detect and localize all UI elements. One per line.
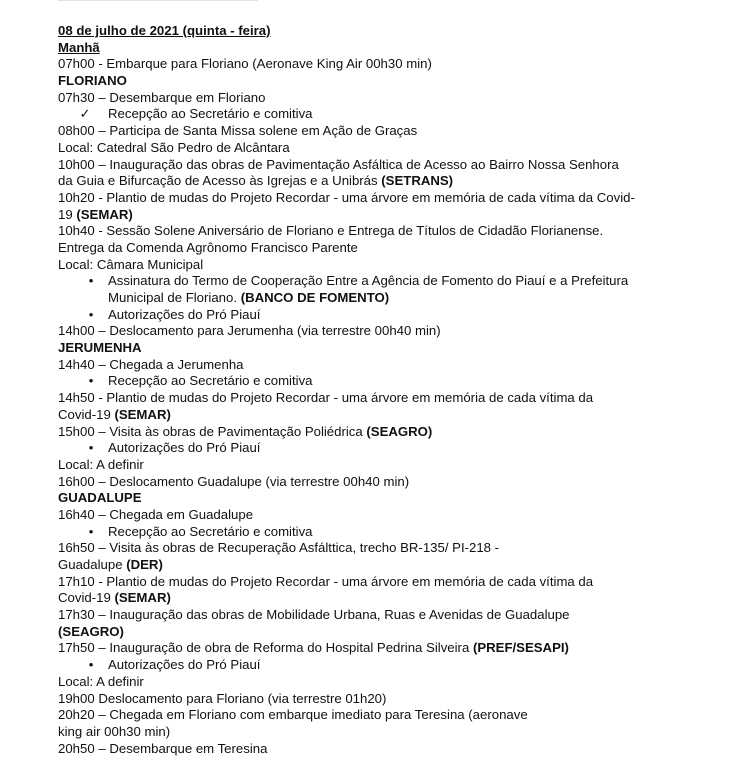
agency-tag: (SETRANS) [381, 173, 454, 189]
schedule-date: 08 de julho de 2021 (quinta - feira) [58, 23, 271, 38]
bullet-icon: • [88, 306, 94, 322]
schedule-item: 20h20 – Chegada em Floriano com embarque imediato para Teresina (aeronave [58, 707, 528, 723]
list-item-text: Recepção ao Secretário e comitiva [108, 523, 313, 539]
agency-tag: (SEAGRO) [58, 623, 124, 639]
schedule-item: 10h00 – Inauguração das obras de Pavimentação Asfáltica de Acesso ao Bairro Nossa Senhora [58, 156, 619, 172]
schedule-item: 10h20 - Plantio de mudas do Projeto Recordar - uma árvore em memória de cada vítima da Covid- [58, 189, 635, 205]
schedule-item: 16h00 – Deslocamento Guadalupe (via terrestre 00h40 min) [58, 473, 410, 489]
cropped-header-remnant [58, 0, 258, 7]
location-line: Local: A definir [58, 673, 144, 689]
schedule-item-continued [0, 557, 733, 574]
text-segment: 17h50 – Inauguração de obra de Reforma do Hospital Pedrina Silveira [58, 640, 473, 656]
agency-tag: (SEMAR) [114, 590, 171, 606]
text-segment: Guadalupe [58, 557, 127, 572]
agency-tag: (PREF/SESAPI) [472, 640, 569, 656]
schedule-item: 16h40 – Chegada em Guadalupe [58, 506, 254, 522]
text-segment: da Guia e Bifurcação de Acesso às Igrejas e a Unibrás [58, 173, 382, 189]
agency-tag: (BANCO DE FOMENTO) [240, 290, 390, 305]
schedule-item: 17h10 - Plantio de mudas do Projeto Recordar - uma árvore em memória de cada vítima da [58, 573, 594, 589]
schedule-item [0, 424, 733, 441]
city-heading-floriano: FLORIANO [58, 73, 127, 89]
schedule-item-continued: king air 00h30 min) [58, 723, 171, 739]
schedule-item-continued [0, 590, 733, 607]
bullet-icon: • [88, 373, 94, 389]
agency-tag: (SEAGRO) [366, 423, 433, 439]
schedule-item: 19h00 Deslocamento para Floriano (via terrestre 01h20) [58, 690, 387, 706]
schedule-item: 14h40 – Chegada a Jerumenha [58, 356, 244, 372]
schedule-item: 07h00 - Embarque para Floriano (Aeronave King Air 00h30 min) [58, 56, 432, 72]
schedule-item: 07h30 – Desembarque em Floriano [58, 89, 266, 105]
city-heading-jerumenha: JERUMENHA [58, 340, 142, 356]
bullet-list-item [0, 524, 733, 541]
schedule-item-continued: Entrega da Comenda Agrônomo Francisco Parente [58, 239, 358, 255]
schedule-item-continued [0, 207, 733, 224]
bullet-icon: • [88, 440, 94, 456]
schedule-item-continued [0, 173, 733, 190]
list-item-text: Autorizações do Pró Piauí [108, 440, 261, 456]
schedule-item: 17h30 – Inauguração das obras de Mobilidade Urbana, Ruas e Avenidas de Guadalupe [58, 607, 570, 623]
schedule-item: 14h00 – Deslocamento para Jerumenha (via terrestre 00h40 min) [58, 323, 441, 339]
bullet-list-item-continued [0, 290, 733, 307]
bullet-list-item [0, 373, 733, 390]
bullet-list-item [0, 657, 733, 674]
city-heading-guadalupe: GUADALUPE [58, 490, 142, 506]
agency-tag: (SEMAR) [76, 206, 133, 222]
agency-tag: (SEMAR) [114, 406, 171, 422]
bullet-list-item [0, 273, 733, 290]
bullet-icon: • [88, 523, 94, 539]
location-line: Local: Catedral São Pedro de Alcântara [58, 139, 290, 155]
bullet-icon: • [88, 273, 94, 289]
location-line: Local: Câmara Municipal [58, 256, 204, 272]
location-line: Local: A definir [58, 456, 144, 472]
schedule-item: 08h00 – Participa de Santa Missa solene em Ação de Graças [58, 123, 418, 139]
agency-tag: (DER) [126, 557, 163, 572]
period-heading: Manhã [58, 39, 100, 55]
list-item-text: Autorizações do Pró Piauí [108, 657, 261, 673]
schedule-item: 14h50 - Plantio de mudas do Projeto Recordar - uma árvore em memória de cada vítima da [58, 390, 594, 406]
check-list-item [0, 106, 733, 123]
list-item-text: Recepção ao Secretário e comitiva [108, 373, 313, 389]
list-item-text: Recepção ao Secretário e comitiva [108, 106, 313, 122]
text-segment: Covid-19 [58, 406, 115, 422]
schedule-item-continued [0, 407, 733, 424]
list-item-text: Assinatura do Termo de Cooperação Entre a Agência de Fomento do Piauí e a Prefeitura [108, 273, 629, 289]
schedule-item: 16h50 – Visita às obras de Recuperação Asfálttica, trecho BR-135/ PI-218 - [58, 540, 500, 556]
schedule-item [0, 640, 733, 657]
text-segment: Covid-19 [58, 590, 115, 606]
list-item-text: Autorizações do Pró Piauí [108, 306, 261, 322]
bullet-list-item [0, 307, 733, 324]
schedule-item: 10h40 - Sessão Solene Aniversário de Floriano e Entrega de Títulos de Cidadão Florianense. [58, 223, 604, 239]
schedule-item: 20h50 – Desembarque em Teresina [58, 740, 268, 756]
text-segment: Municipal de Floriano. [108, 290, 241, 305]
text-segment: 19 [58, 206, 77, 222]
checkmark-icon: ✓ [79, 106, 91, 122]
text-segment: 15h00 – Visita às obras de Pavimentação Poliédrica [58, 423, 367, 439]
bullet-icon: • [88, 657, 94, 673]
bullet-list-item [0, 440, 733, 457]
